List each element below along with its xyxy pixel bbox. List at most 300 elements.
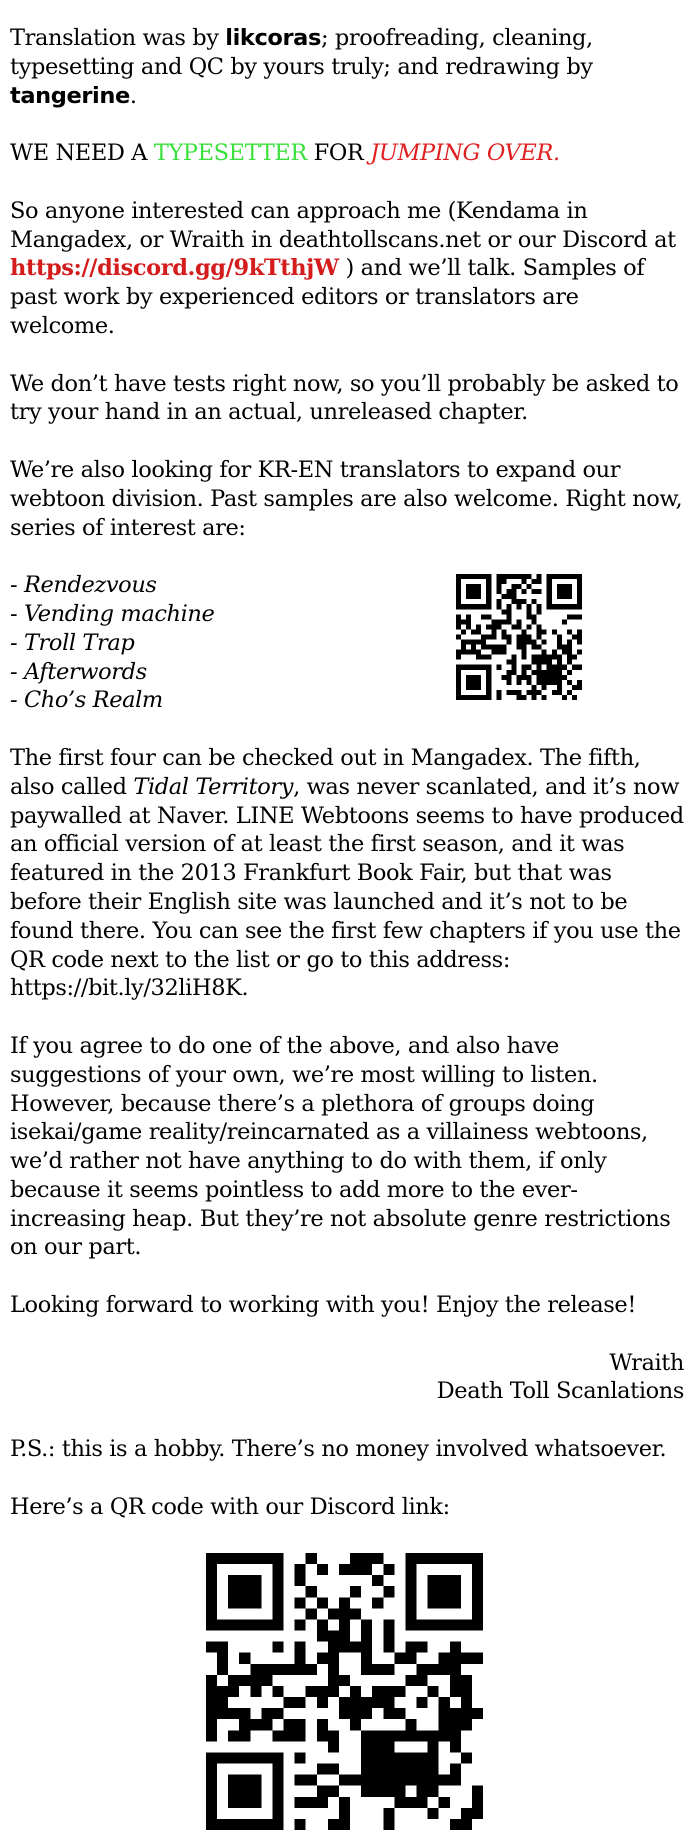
qr-module [239,1719,250,1730]
qr-module [450,1664,461,1675]
qr-module [516,625,521,630]
qr-module [542,630,547,635]
qr-module [461,650,466,655]
list-item: - Troll Trap [10,629,135,656]
qr-module [486,614,491,619]
qr-module [372,1697,383,1708]
qr-module [572,685,577,690]
qr-module [361,1730,372,1741]
qr-module [542,650,547,655]
signature [10,1349,684,1407]
qr-module [228,1730,239,1741]
qr-module [522,599,527,604]
qr-module [206,1819,284,1830]
qr-module [306,1686,317,1697]
qr-module [557,645,562,650]
qr-module [496,599,501,604]
qr-module [542,695,547,700]
qr-module [537,579,542,584]
qr-module [506,670,511,675]
qr-module [577,635,582,640]
qr-module [506,614,511,619]
qr-module [471,650,476,655]
qr-module [405,1553,483,1564]
qr-module [295,1797,306,1808]
qr-module [317,1653,328,1664]
qr-module [552,670,557,675]
qr-module [496,579,501,584]
qr-module [228,1775,261,1808]
qr-module [506,635,511,640]
qr-module [372,1664,383,1675]
ps-paragraph: P.S.: this is a hobby. There’s no money involved whatsoever. [10,1436,667,1463]
qr-module [552,630,557,635]
details-paragraph [10,744,684,1003]
qr-module [486,655,491,660]
qr-module [516,599,521,604]
qr-module [537,655,542,680]
qr-module [511,594,516,599]
qr-module [527,625,532,630]
credits-paragraph [10,24,684,110]
qr-module [577,614,582,619]
qr-module [567,640,572,645]
qr-module [511,660,516,665]
qr-module [552,650,557,655]
qr-module [328,1764,339,1775]
discord-qr [206,1553,483,1830]
qr-module [228,1575,261,1608]
qr-module [206,1619,284,1630]
qr-module [361,1664,372,1675]
qr-module [383,1564,394,1575]
qr-module [239,1675,250,1686]
qr-module [472,1653,483,1664]
signature-group: Death Toll Scanlations [436,1378,684,1405]
qr-module [261,1675,272,1686]
qr-module [295,1575,306,1586]
qr-module [562,650,567,655]
qr-module [481,635,486,640]
qr-module [491,630,496,635]
qr-module [557,655,562,680]
qr-module [496,589,501,594]
qr-module [372,1553,383,1564]
qr-module [217,1664,228,1675]
qr-module [501,635,506,640]
qr-module [339,1597,350,1608]
qr-module [486,645,491,650]
qr-module [537,690,542,695]
qr-module [405,1797,416,1808]
qr-module [361,1619,372,1630]
qr-module [350,1564,361,1575]
qr-module [506,594,511,599]
qr-module [471,640,476,645]
qr-module [511,665,516,670]
qr-module [339,1564,350,1575]
qr-module [537,635,542,640]
qr-module [372,1752,383,1763]
recruit-pre: WE NEED A [10,140,154,167]
qr-module [417,1752,428,1763]
qr-module [567,650,572,655]
qr-module [361,1642,372,1653]
qr-module [383,1708,394,1719]
qr-module [450,1708,461,1719]
qr-module [472,1808,483,1819]
qr-module [405,1719,416,1730]
qr-module [228,1675,239,1686]
qr-module [317,1730,328,1741]
qr-module [428,1575,461,1608]
qr-module [547,574,552,609]
qr-module [361,1775,372,1786]
qr-module [552,665,557,670]
qr-module [456,625,461,630]
qr-module [506,609,511,614]
qr-module [532,620,537,625]
qr-module [496,604,501,609]
qr-module [217,1697,228,1708]
qr-module [472,1553,483,1631]
qr-module [456,574,491,579]
qr-module [572,635,577,640]
qr-module [491,645,496,650]
qr-module [272,1553,283,1631]
qr-module [328,1686,339,1697]
qr-module [339,1642,350,1653]
qr-module [456,604,491,609]
qr-module [317,1686,328,1697]
qr-module [522,589,527,594]
qr-module [394,1797,405,1808]
qr-module [496,650,501,655]
qr-module [317,1786,328,1797]
qr-module [350,1553,361,1564]
qr-module [428,1808,439,1819]
qr-module [383,1730,394,1785]
qr-module [481,655,486,660]
qr-module [350,1586,361,1597]
qr-module [461,1697,472,1708]
qr-module [383,1619,394,1630]
qr-module [372,1764,383,1775]
qr-module [361,1564,372,1575]
qr-module [527,675,532,680]
tests-paragraph: We don’t have tests right now, so you’ll probably be asked to try your hand in an actual, unreleased chapter. [10,370,679,426]
qr-module [417,1786,428,1797]
qr-module [466,675,481,690]
qr-module [466,620,471,625]
qr-module [405,1553,416,1631]
contact-paragraph [10,197,684,341]
qr-module [527,614,532,619]
qr-module [527,584,532,589]
qr-module [456,665,461,700]
qr-module [339,1619,350,1630]
qr-module [239,1730,250,1741]
contact-post: ) and we’ll talk. Samples of past work by experienced editors or translators are welcome. [10,255,645,339]
list-item: - Rendezvous [10,572,157,599]
qr-module [527,665,532,670]
qr-module [239,1708,250,1719]
qr-module [405,1619,483,1630]
qr-module [466,614,471,619]
qr-module [506,589,511,594]
qr-module [405,1764,416,1775]
qr-module [532,655,537,660]
qr-module [506,620,511,625]
qr-module [496,695,501,700]
qr-module [522,630,527,635]
qr-module [542,685,547,690]
qr-module [295,1619,306,1630]
qr-module [532,640,537,645]
qr-module [501,630,506,635]
qr-code-icon [206,1553,483,1830]
qr-module [461,1708,472,1719]
qr-module [476,630,481,635]
qr-module [532,670,537,675]
qr-module [491,635,496,640]
qr-module [295,1642,306,1653]
qr-module [317,1797,328,1808]
qr-module [405,1642,416,1653]
qr-module [537,609,542,614]
qr-module [491,620,496,625]
qr-module [522,645,527,650]
qr-module [496,690,501,695]
qr-module [206,1675,217,1686]
qr-module [522,640,527,645]
qr-module [295,1564,306,1575]
series-list [10,571,684,715]
qr-module [295,1752,306,1763]
qr-module [383,1686,394,1697]
qr-module [317,1719,328,1730]
qr-module [361,1708,372,1719]
recruit-role: TYPESETTER [153,140,307,167]
qr-module [361,1752,372,1763]
qr-module [577,630,582,635]
qr-module [537,625,542,630]
qr-module [261,1719,272,1730]
qr-module [361,1553,372,1564]
qr-module [295,1719,306,1730]
details-alt-title: Tidal Territory [133,773,294,800]
qr-module [450,1675,461,1686]
qr-module [496,625,501,630]
qr-module [328,1653,339,1664]
qr-module [562,695,567,700]
qr-module [572,695,577,700]
qr-module [506,690,511,695]
qr-module [306,1775,317,1786]
qr-module [206,1708,217,1719]
qr-module [228,1686,239,1697]
qr-module [557,640,562,645]
qr-module [466,625,471,630]
qr-module [295,1730,306,1741]
qr-module [450,1730,461,1741]
qr-module [456,650,461,655]
qr-module [372,1575,383,1586]
qr-module [461,1653,472,1664]
qr-module [450,1642,461,1653]
qr-module [511,625,516,630]
qr-module [339,1808,350,1819]
qr-module [206,1719,217,1730]
qr-module [567,670,572,675]
qr-module [481,645,486,650]
qr-module [372,1786,383,1797]
qr-module [471,630,476,635]
qr-module [461,640,466,645]
qr-module [284,1719,295,1730]
qr-module [461,1675,472,1686]
qr-module [272,1642,283,1653]
qr-module [339,1608,350,1619]
qr-module [328,1642,339,1653]
qr-module [383,1808,394,1819]
qr-module [217,1708,228,1719]
qr-module [217,1642,228,1653]
qr-module [522,635,527,640]
translator-name: likcoras [225,25,321,51]
qr-module [506,675,511,680]
qr-module [506,660,511,665]
qr-module [339,1708,350,1719]
qr-module [295,1597,306,1608]
qr-module [501,609,506,614]
qr-module [206,1553,284,1564]
qr-module [522,574,527,579]
qr-module [361,1631,372,1642]
qr-module [552,680,557,685]
qr-module [511,574,516,579]
qr-module [383,1642,394,1653]
qr-module [562,675,567,680]
qr-module [522,695,527,700]
qr-module [516,680,521,685]
qr-module [372,1775,383,1786]
qr-module [405,1675,416,1686]
qr-module [295,1664,306,1675]
qr-module [491,625,496,630]
qr-module [439,1797,450,1808]
qr-module [537,680,542,685]
qr-module [405,1653,416,1664]
qr-module [516,675,521,680]
qr-module [496,645,501,650]
qr-module [511,599,516,604]
qr-module [486,625,491,630]
qr-module [372,1597,383,1608]
qr-module [394,1708,405,1719]
discord-link[interactable]: https://discord.gg/9kTthjW [10,255,339,282]
qr-module [562,645,567,650]
qr-module [567,630,572,635]
qr-module [481,614,486,619]
qr-module [361,1786,372,1797]
qr-module [328,1664,339,1675]
credits-lead: Translation was by [10,25,226,51]
qr-module [317,1697,328,1708]
qr-module [328,1819,339,1830]
qr-module [522,579,527,584]
qr-module [537,630,542,635]
qr-module [527,604,532,609]
qr-module [461,630,466,635]
qr-module [439,1719,450,1730]
list-item: - Afterwords [10,658,147,685]
qr-module [217,1653,228,1664]
qr-module [471,645,476,650]
qr-module [417,1697,428,1708]
qr-module [466,650,471,655]
details-post: , was never scanlated, and it’s now paywalled at Naver. LINE Webtoons seems to have produced an official version of at least the first season, and it was featured in the 2013 Frankfurt Book Fair, but that was before their English site was launched and it’s not to be found there. You can see the first few chapters if you use the QR code next to the list or go to this address: https://bit.ly/32liH8K. [10,773,684,1002]
qr-module [417,1675,428,1686]
qr-module [383,1819,394,1830]
qr-module [496,665,501,670]
qr-module [361,1741,372,1752]
qr-module [532,589,537,594]
qr-module [394,1752,405,1763]
qr-module [350,1775,361,1786]
qr-module [537,645,542,650]
qr-module [456,635,461,640]
qr-module [527,640,532,645]
qr-module [328,1631,339,1642]
qr-module [272,1664,283,1675]
qr-module [394,1653,405,1664]
qr-module [284,1664,295,1675]
qr-module [339,1675,350,1686]
qr-module [506,680,511,685]
qr-module [511,670,516,675]
qr-module [372,1741,383,1752]
qr-module [328,1786,339,1797]
qr-module [372,1730,383,1741]
qr-module [417,1797,428,1808]
qr-module [350,1608,361,1619]
closing-line: Looking forward to working with you! Enjoy the release! [10,1292,636,1319]
qr-module [516,620,521,625]
qr-module [272,1708,283,1719]
qr-module [306,1664,317,1675]
qr-module [456,655,461,660]
qr-module [461,1819,472,1830]
qr-module [317,1619,328,1630]
qr-module [461,645,466,650]
qr-module [527,690,532,695]
qr-module [542,640,547,645]
qr-module [428,1686,439,1697]
qr-module [272,1752,283,1830]
qr-module [511,589,516,594]
qr-module [350,1686,361,1697]
qr-module [532,579,537,584]
qr-module [206,1686,217,1697]
qr-module [383,1631,394,1642]
qr-module [383,1664,394,1675]
qr-module [532,645,537,650]
qr-module [450,1775,461,1786]
qr-module [328,1730,339,1741]
qr-module [361,1653,372,1664]
qr-module [417,1642,428,1653]
